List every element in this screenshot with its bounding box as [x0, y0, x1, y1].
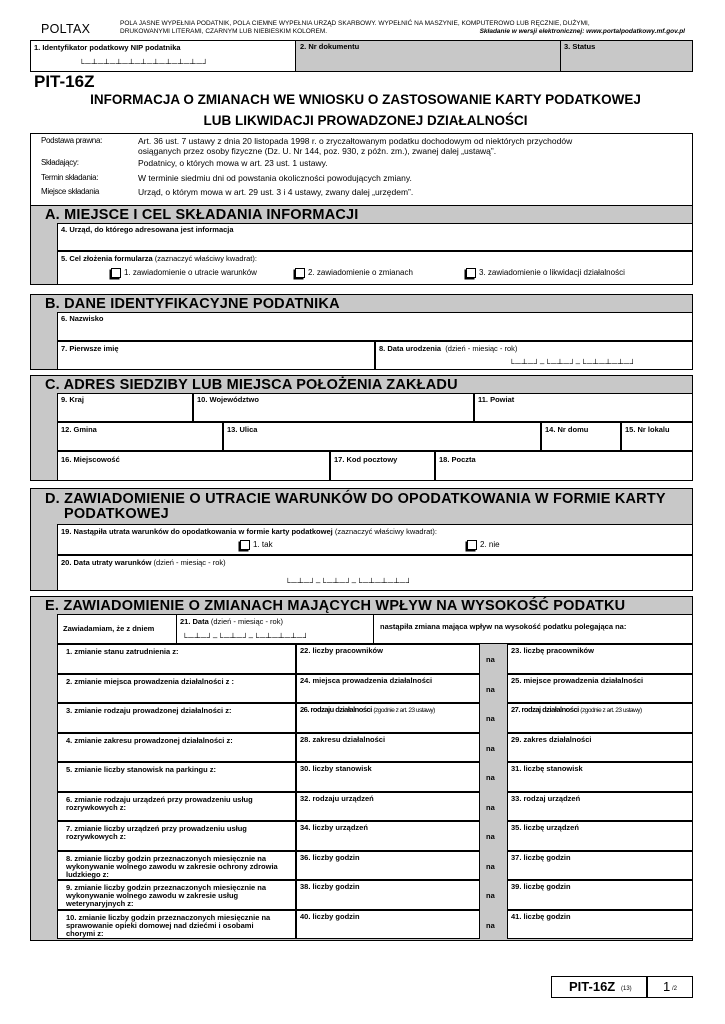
change-date-field[interactable] [176, 614, 374, 644]
change-from-field[interactable] [296, 644, 480, 674]
instructions [120, 20, 685, 36]
nip-field[interactable] [30, 40, 296, 72]
legal-basis-text2: osiąganych przez osoby fizyczne (Dz. U. Nr 144, poz. 930, z późn. zm.), zwanej dalej „ustawą”. [138, 146, 497, 156]
change-to-field[interactable] [507, 851, 693, 880]
loss-date-label: 20. Data utraty warunków (dzień - miesiąc - rok) [61, 558, 226, 567]
change-row-label-cell [57, 851, 296, 880]
legal-basis-text1: Art. 36 ust. 7 ustawy z dnia 20 listopada 1998 r. o zryczałtowanym podatku dochodowym od niektórych przychodów [138, 136, 573, 146]
change-to-label: 37. liczbę godzin [511, 853, 571, 862]
first-name-label: 7. Pierwsze imię [61, 344, 119, 353]
change-to-field[interactable] [507, 703, 693, 733]
change-to-label: 41. liczbę godzin [511, 912, 571, 921]
change-row-label: 9. zmianie liczby godzin przeznaczonych miesięcznie na wykonywanie wolnego zawodu w zakresie usług weterynaryjnych z: [66, 883, 267, 908]
country-field[interactable] [57, 393, 193, 422]
change-to-field[interactable] [507, 880, 693, 910]
change-row-label: 8. zmianie liczby godzin przeznaczonych miesięcznie na wykonywanie wolnego zawodu w zakresie ochrony zdrowia ludzkiego z: [66, 854, 278, 879]
change-from-field[interactable] [296, 851, 480, 880]
submitters-label: Składający: [41, 158, 79, 167]
change-to-label: 35. liczbę urządzeń [511, 823, 579, 832]
change-row-label-cell [57, 733, 296, 762]
notify-label: Zawiadamiam, że z dniem [63, 624, 155, 633]
tax-office-label: 4. Urząd, do którego adresowana jest informacja [61, 225, 234, 234]
birth-date-field[interactable] [375, 341, 693, 370]
nip-mask: └─┴─┴─┴─┴─┴─┴─┴─┴─┴─┘ [79, 59, 209, 68]
apartment-number-field[interactable] [621, 422, 693, 451]
house-number-label: 14. Nr domu [545, 425, 589, 434]
legal-basis-label: Podstawa prawna: [41, 136, 103, 145]
na-label: na [486, 921, 495, 930]
na-label: na [486, 862, 495, 871]
street-field[interactable] [223, 422, 541, 451]
deadline-label: Termin składania: [41, 173, 99, 182]
change-to-label: 31. liczbę stanowisk [511, 764, 583, 773]
voivodeship-field[interactable] [193, 393, 474, 422]
change-row-label: 6. zmianie rodzaju urządzeń przy prowadzeniu usług rozrywkowych z: [66, 795, 253, 812]
instructions-line1: POLA JASNE WYPEŁNIA PODATNIK, POLA CIEMNE WYPEŁNIA URZĄD SKARBOWY. WYPEŁNIĆ NA MASZYNIE, KOMPUTEROWO LUB RĘCZNIE, DUŻYMI, [120, 20, 590, 27]
street-label: 13. Ulica [227, 425, 258, 434]
place-label: Miejsce składania [41, 187, 100, 196]
change-to-field[interactable] [507, 821, 693, 851]
change-from-field[interactable] [296, 910, 480, 939]
birth-date-mask: └─┴─┘–└─┴─┘–└─┴─┴─┴─┘ [509, 359, 637, 368]
change-row-label-cell [57, 674, 296, 703]
option-yes[interactable]: 1. tak [240, 540, 273, 550]
checkbox-loss[interactable] [111, 268, 121, 278]
section-a-title: A. MIEJSCE I CEL SKŁADANIA INFORMACJI [45, 207, 359, 223]
change-from-label: 40. liczby godzin [300, 912, 360, 921]
post-office-field[interactable] [435, 451, 693, 481]
change-row-label: 7. zmianie liczby urządzeń przy prowadzeniu usług rozrywkowych z: [66, 824, 247, 841]
change-from-field[interactable] [296, 792, 480, 821]
change-row-label: 10. zmianie liczby godzin przeznaczonych miesięcznie na sprawowanie opieki domowej nad dziećmi i osobami chorymi z: [66, 913, 271, 938]
change-to-field[interactable] [507, 792, 693, 821]
na-label: na [486, 891, 495, 900]
change-from-label: 32. rodzaju urządzeń [300, 794, 374, 803]
city-label: 16. Miejscowość [61, 455, 120, 464]
form-title-line1: INFORMACJA O ZMIANACH WE WNIOSKU O ZASTOSOWANIE KARTY PODATKOWEJ [90, 92, 641, 107]
brand: POLTAX [41, 22, 91, 36]
change-from-label: 28. zakresu działalności [300, 735, 386, 744]
change-to-field[interactable] [507, 762, 693, 792]
page-total: /2 [672, 986, 678, 992]
change-row-label-cell [57, 880, 296, 910]
county-field[interactable] [474, 393, 693, 422]
change-from-label: 36. liczby godzin [300, 853, 360, 862]
na-label: na [486, 744, 495, 753]
doc-number-label: 2. Nr dokumentu [300, 42, 360, 51]
change-to-field[interactable] [507, 644, 693, 674]
footer-version: (13) [621, 986, 632, 992]
option-changes[interactable]: 2. zawiadomienie o zmianach [295, 268, 413, 278]
change-row-label: 2. zmianie miejsca prowadzenia działalności z : [66, 677, 234, 686]
change-row-label-cell [57, 644, 296, 674]
option-no[interactable]: 2. nie [467, 540, 500, 550]
change-note: nastąpiła zmiana mająca wpływ na wysokość podatku polegająca na: [380, 622, 627, 631]
electronic-note: Składanie w wersji elektronicznej: www.portalpodatkowy.mf.gov.pl [479, 28, 685, 35]
apartment-number-label: 15. Nr lokalu [625, 425, 670, 434]
loss-date-field[interactable] [57, 555, 693, 591]
change-to-label: 39. liczbę godzin [511, 882, 571, 891]
change-from-field[interactable] [296, 674, 480, 703]
na-label: na [486, 773, 495, 782]
change-to-field[interactable] [507, 910, 693, 939]
birth-date-label: 8. Data urodzenia (dzień - miesiąc - rok) [379, 344, 518, 353]
post-office-label: 18. Poczta [439, 455, 476, 464]
change-from-label: 34. liczby urządzeń [300, 823, 368, 832]
change-from-label: 22. liczby pracowników [300, 646, 383, 655]
change-from-field[interactable] [296, 733, 480, 762]
status-label: 3. Status [564, 42, 596, 51]
na-label: na [486, 685, 495, 694]
change-from-field[interactable] [296, 880, 480, 910]
section-e-title: E. ZAWIADOMIENIE O ZMIANACH MAJĄCYCH WPŁYW NA WYSOKOŚĆ PODATKU [45, 598, 626, 614]
change-row-label: 4. zmianie zakresu prowadzonej działalności z: [66, 736, 233, 745]
purpose-label: 5. Cel złożenia formularza (zaznaczyć właściwy kwadrat): [61, 254, 257, 263]
section-c-title: C. ADRES SIEDZIBY LUB MIEJSCA POŁOŻENIA ZAKŁADU [45, 377, 458, 393]
option-loss[interactable]: 1. zawiadomienie o utracie warunków [111, 268, 257, 278]
footer-code: PIT-16Z [569, 979, 616, 994]
change-date-mask: └─┴─┘–└─┴─┘–└─┴─┴─┴─┘ [182, 633, 310, 642]
checkbox-no[interactable] [467, 540, 477, 550]
checkbox-yes[interactable] [240, 540, 250, 550]
change-row-label: 3. zmianie rodzaju prowadzonej działalności z: [66, 706, 232, 715]
place-text: Urząd, o którym mowa w art. 29 ust. 3 i 4 ustawy, zwany dalej „urzędem”. [138, 187, 414, 197]
change-from-label: 38. liczby godzin [300, 882, 360, 891]
na-label: na [486, 832, 495, 841]
na-label: na [486, 803, 495, 812]
page-number: 1 [663, 979, 671, 994]
change-from-field[interactable] [296, 703, 480, 733]
loss-date-mask: └─┴─┘–└─┴─┘–└─┴─┴─┴─┘ [285, 578, 413, 587]
section-d-title-line2: PODATKOWEJ [64, 506, 169, 522]
commune-field[interactable] [57, 422, 223, 451]
house-number-field[interactable] [541, 422, 621, 451]
checkbox-liquidation[interactable] [466, 268, 476, 278]
change-to-label: 29. zakres działalności [511, 735, 592, 744]
section-b-title: B. DANE IDENTYFIKACYJNE PODATNIKA [45, 296, 340, 312]
form-title-line2: LUB LIKWIDACJI PROWADZONEJ DZIAŁALNOŚCI [203, 113, 528, 128]
nip-label: 1. Identyfikator podatkowy NIP podatnika [34, 43, 181, 52]
change-to-field[interactable] [507, 674, 693, 703]
change-date-label: 21. Data (dzień - miesiąc - rok) [180, 617, 283, 626]
section-d-title-line1: D. ZAWIADOMIENIE O UTRACIE WARUNKÓW DO OPODATKOWANIA W FORMIE KARTY [45, 491, 666, 507]
tax-office-field[interactable] [57, 223, 693, 251]
change-to-label: 33. rodzaj urządzeń [511, 794, 581, 803]
change-row-label-cell [57, 821, 296, 851]
voivodeship-label: 10. Województwo [197, 395, 259, 404]
footer-page-box [647, 976, 693, 998]
postal-code-label: 17. Kod pocztowy [334, 455, 398, 464]
change-from-label: 26. rodzaju działalności (zgodnie z art. 23 ustawy) [300, 705, 435, 714]
change-from-field[interactable] [296, 821, 480, 851]
change-to-label: 23. liczbę pracowników [511, 646, 594, 655]
change-row-label-cell [57, 762, 296, 792]
form-code: PIT-16Z [34, 72, 95, 91]
change-to-label: 27. rodzaj działalności (zgodnie z art. 23 ustawy) [511, 705, 642, 714]
change-to-field[interactable] [507, 733, 693, 762]
change-from-field[interactable] [296, 762, 480, 792]
change-row-label: 5. zmianie liczby stanowisk na parkingu z: [66, 765, 217, 774]
submitters-text: Podatnicy, o których mowa w art. 23 ust. 1 ustawy. [138, 158, 328, 168]
option-liquidation[interactable]: 3. zawiadomienie o likwidacji działalności [466, 268, 625, 278]
surname-field[interactable] [57, 312, 693, 341]
change-row-label: 1. zmianie stanu zatrudnienia z: [66, 647, 179, 656]
change-from-label: 24. miejsca prowadzenia działalności [300, 676, 433, 685]
footer-code-box [551, 976, 647, 998]
instructions-line2: DRUKOWANYMI LITERAMI, CZARNYM LUB NIEBIESKIM KOLOREM. [120, 28, 328, 35]
county-label: 11. Powiat [478, 395, 515, 404]
city-field[interactable] [57, 451, 330, 481]
change-row-label-cell [57, 910, 296, 939]
change-from-label: 30. liczby stanowisk [300, 764, 372, 773]
change-to-label: 25. miejsce prowadzenia działalności [511, 676, 644, 685]
na-label: na [486, 655, 495, 664]
loss-conditions-label: 19. Nastąpiła utrata warunków do opodatkowania w formie karty podatkowej (zaznaczyć właściwy kwadrat): [61, 527, 437, 536]
commune-label: 12. Gmina [61, 425, 97, 434]
checkbox-changes[interactable] [295, 268, 305, 278]
na-label: na [486, 714, 495, 723]
loss-conditions-field [57, 524, 693, 555]
surname-label: 6. Nazwisko [61, 314, 104, 323]
change-row-label-cell [57, 792, 296, 821]
change-row-label-cell [57, 703, 296, 733]
deadline-text: W terminie siedmiu dni od powstania okoliczności powodujących zmiany. [138, 173, 412, 183]
first-name-field[interactable] [57, 341, 375, 370]
country-label: 9. Kraj [61, 395, 84, 404]
postal-code-field[interactable] [330, 451, 435, 481]
